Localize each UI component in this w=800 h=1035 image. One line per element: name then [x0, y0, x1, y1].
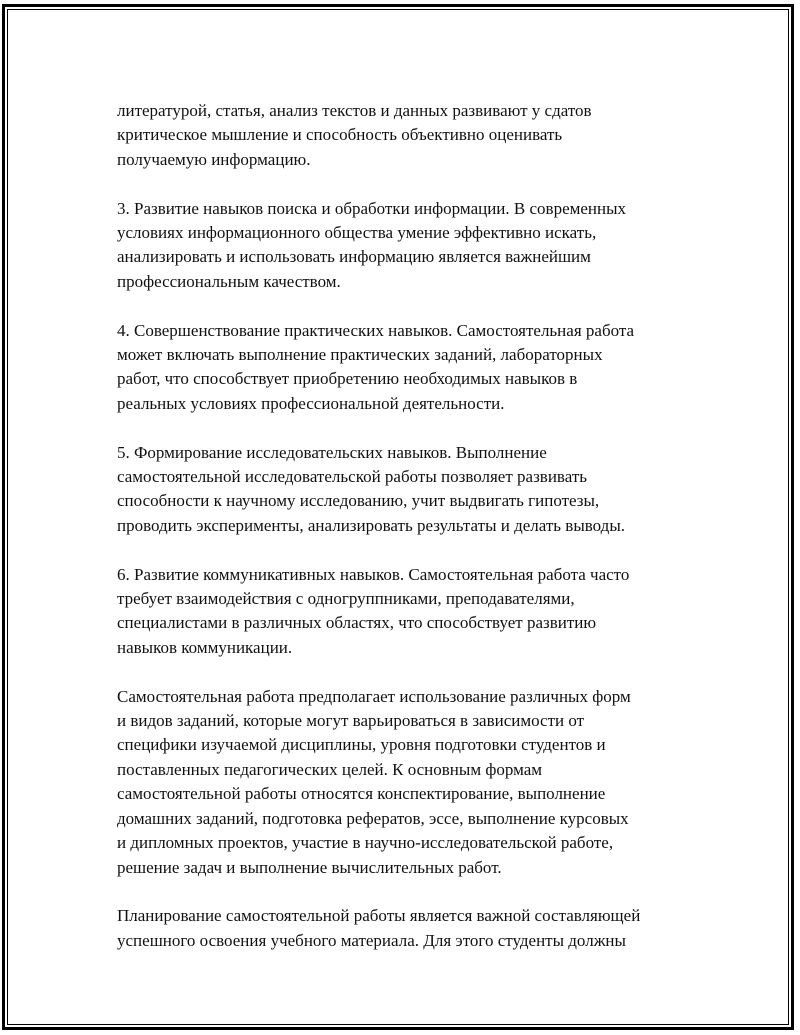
text-line: 6. Развитие коммуникативных навыков. Самостоятельная работа часто: [117, 564, 630, 584]
text-line: Самостоятельная работа предполагает использование различных форм: [117, 686, 631, 706]
text-line: может включать выполнение практических заданий, лабораторных: [117, 345, 603, 365]
paragraph-forms-of-work: [117, 685, 707, 880]
text-line: требует взаимодействия с одногруппниками, преподавателями,: [117, 589, 575, 609]
text-line: самостоятельной исследовательской работы позволяет развивать: [117, 467, 588, 487]
text-line: поставленных педагогических целей. К основным формам: [117, 759, 543, 779]
text-line: реальных условиях профессиональной деятельности.: [117, 393, 505, 413]
document-body: [117, 99, 707, 978]
text-line: и видов заданий, которые могут варьироваться в зависимости от: [117, 711, 585, 731]
text-line: успешного освоения учебного материала. Для этого студенты должны: [117, 930, 626, 950]
text-line: литературой, статья, анализ текстов и данных развивают у сдатов: [117, 101, 592, 120]
document-page: [2, 4, 794, 1030]
text-line: получаемую информацию.: [117, 149, 311, 169]
paragraph-planning: [117, 904, 707, 953]
text-line: профессиональным качеством.: [117, 271, 341, 291]
text-line: Планирование самостоятельной работы является важной составляющей: [117, 906, 641, 926]
text-line: 4. Совершенствование практических навыков. Самостоятельная работа: [117, 320, 635, 340]
paragraph-item-5: [117, 441, 707, 539]
paragraph-item-3: [117, 197, 707, 295]
text-line: условиях информационного общества умение эффективно искать,: [117, 223, 597, 243]
text-line: 3. Развитие навыков поиска и обработки информации. В современных: [117, 198, 627, 218]
paragraph-item-4: [117, 319, 707, 417]
text-line: и дипломных проектов, участие в научно-исследовательской работе,: [117, 833, 614, 853]
text-line: специалистами в различных областях, что способствует развитию: [117, 613, 597, 633]
text-line: проводить эксперименты, анализировать результаты и делать выводы.: [117, 515, 625, 535]
text-line: работ, что способствует приобретению необходимых навыков в: [117, 369, 578, 389]
text-line: решение задач и выполнение вычислительных работ.: [117, 857, 502, 877]
text-line: домашних заданий, подготовка рефератов, эссе, выполнение курсовых: [117, 808, 629, 828]
text-line: 5. Формирование исследовательских навыков. Выполнение: [117, 442, 547, 462]
paragraph-item-6: [117, 563, 707, 661]
text-line: способности к научному исследованию, учит выдвигать гипотезы,: [117, 491, 600, 511]
text-line: критическое мышление и способность объективно оценивать: [117, 125, 563, 145]
paragraph-critical-thinking: [117, 99, 707, 172]
text-line: навыков коммуникации.: [117, 637, 293, 657]
text-line: анализировать и использовать информацию является важнейшим: [117, 247, 591, 267]
text-line: самостоятельной работы относятся конспектирование, выполнение: [117, 784, 606, 804]
text-line: специфики изучаемой дисциплины, уровня подготовки студентов и: [117, 735, 606, 755]
